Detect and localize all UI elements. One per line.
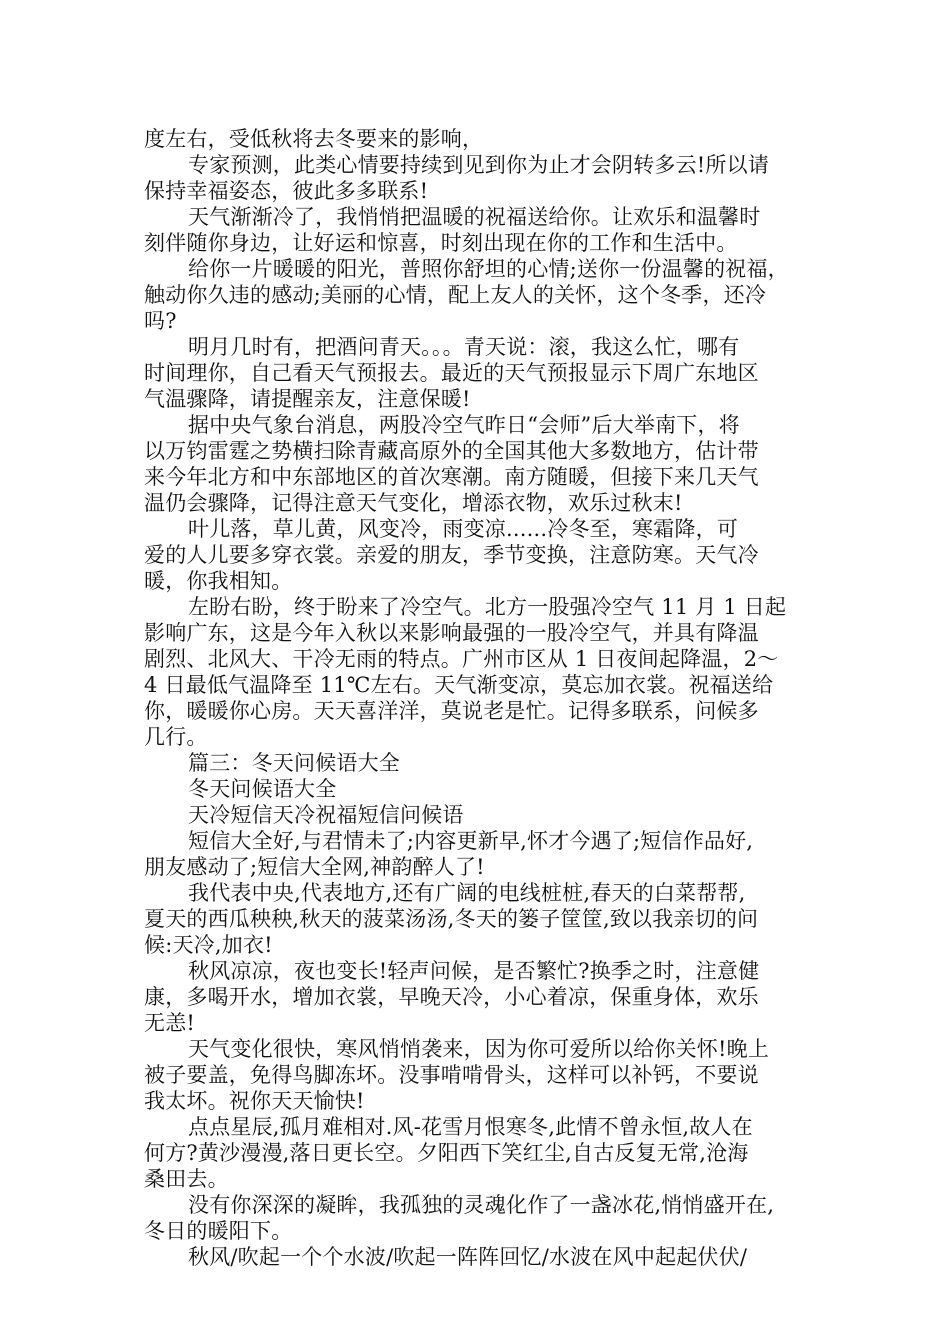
text-line: 左盼右盼，终于盼来了冷空气。北方一股强冷空气 11 月 1 日起 [188,595,787,619]
text-line: 保持幸福姿态，彼此多多联系! [144,179,429,203]
text-line: 冬天问候语大全 [188,777,337,801]
text-line: 康，多喝开水，增加衣裳，早晚天冷，小心着凉，保重身体，欢乐 [144,985,759,1009]
document-body [144,126,814,1270]
text-line: 夏天的西瓜秧秧,秋天的菠菜汤汤,冬天的篓子筐筐,致以我亲切的问 [144,907,759,931]
text-line: 吗? [144,309,177,333]
text-line: 气温骤降，请提醒亲友，注意保暖! [144,387,471,411]
text-line: 以万钧雷霆之势横扫除青藏高原外的全国其他大多数地方，估计带 [144,439,759,463]
text-line: 我太坏。祝你天天愉快! [144,1089,365,1113]
text-line: 明月几时有，把酒问青天。。。青天说：滚，我这么忙，哪有 [188,335,740,359]
text-line: 何方?黄沙漫漫,落日更长空。夕阳西下笑红尘,自古反复无常,沧海 [144,1141,749,1165]
text-line: 给你一片暖暖的阳光，普照你舒坦的心情;送你一份温馨的祝福， [188,257,789,281]
text-line: 被子要盖，免得鸟脚冻坏。没事啃啃骨头，这样可以补钙，不要说 [144,1063,759,1087]
text-line: 刻伴随你身边，让好运和惊喜，时刻出现在你的工作和生活中。 [144,231,738,255]
text-line: 天气渐渐冷了，我悄悄把温暖的祝福送给你。让欢乐和温馨时 [188,205,761,229]
text-line: 爱的人儿要多穿衣裳。亲爱的朋友，季节变换，注意防寒。天气冷 [144,543,759,567]
text-line: 天冷短信天冷祝福短信问候语 [188,803,464,827]
text-line: 温仍会骤降，记得注意天气变化，增添衣物，欢乐过秋末! [144,491,683,515]
text-line: 叶儿落，草儿黄，风变冷，雨变凉......冷冬至，寒霜降，可 [188,517,739,541]
text-line: 几行。 [144,725,208,749]
text-line: 点点星辰,孤月难相对.风-花雪月恨寒冬,此情不曾永恒,故人在 [188,1115,753,1139]
text-line: 秋风/吹起一个个水波/吹起一阵阵回忆/水波在风中起起伏伏/ [188,1245,748,1269]
text-line: 桑田去。 [144,1167,229,1191]
document-page [144,126,814,1270]
text-line: 冬日的暖阳下。 [144,1219,293,1243]
text-line: 无恙! [144,1011,196,1035]
text-line: 时间理你，自己看天气预报去。最近的天气预报显示下周广东地区 [144,361,759,385]
text-line: 你，暖暖你心房。天天喜洋洋，莫说老是忙。记得多联系，问候多 [144,699,759,723]
text-line: 度左右，受低秋将去冬要来的影响， [144,127,484,151]
text-line: 天气变化很快，寒风悄悄袭来，因为你可爱所以给你关怀!晚上 [188,1037,770,1061]
text-line: 朋友感动了;短信大全网,神韵醉人了! [144,855,485,879]
text-line: 触动你久违的感动;美丽的心情，配上友人的关怀，这个冬季，还冷 [144,283,767,307]
text-line: 专家预测，此类心情要持续到见到你为止才会阴转多云!所以请 [188,153,770,177]
text-line: 来今年北方和中东部地区的首次寒潮。南方随暖，但接下来几天气 [144,465,759,489]
text-line: 暖，你我相知。 [144,569,293,593]
text-line: 篇三：冬天问候语大全 [188,751,400,775]
text-line: 没有你深深的凝眸，我孤独的灵魂化作了一盏冰花,悄悄盛开在, [188,1193,775,1217]
text-line: 4 日最低气温降至 11℃左右。天气渐变凉，莫忘加衣裳。祝福送给 [144,673,774,697]
text-line: 剧烈、北风大、干冷无雨的特点。广州市区从 1 日夜间起降温，2～ [144,647,779,671]
text-line: 短信大全好,与君情未了;内容更新早,怀才今遇了;短信作品好, [188,829,754,853]
text-line: 影响广东，这是今年入秋以来影响最强的一股冷空气，并具有降温 [144,621,759,645]
text-line: 秋风凉凉，夜也变长!轻声问候，是否繁忙?换季之时，注意健 [188,959,760,983]
text-line: 我代表中央,代表地方,还有广阔的电线桩桩,春天的白菜帮帮, [188,881,746,905]
text-line: 候:天冷,加衣! [144,933,273,957]
text-line: 据中央气象台消息，两股冷空气昨日“会师”后大举南下，将 [188,413,740,437]
